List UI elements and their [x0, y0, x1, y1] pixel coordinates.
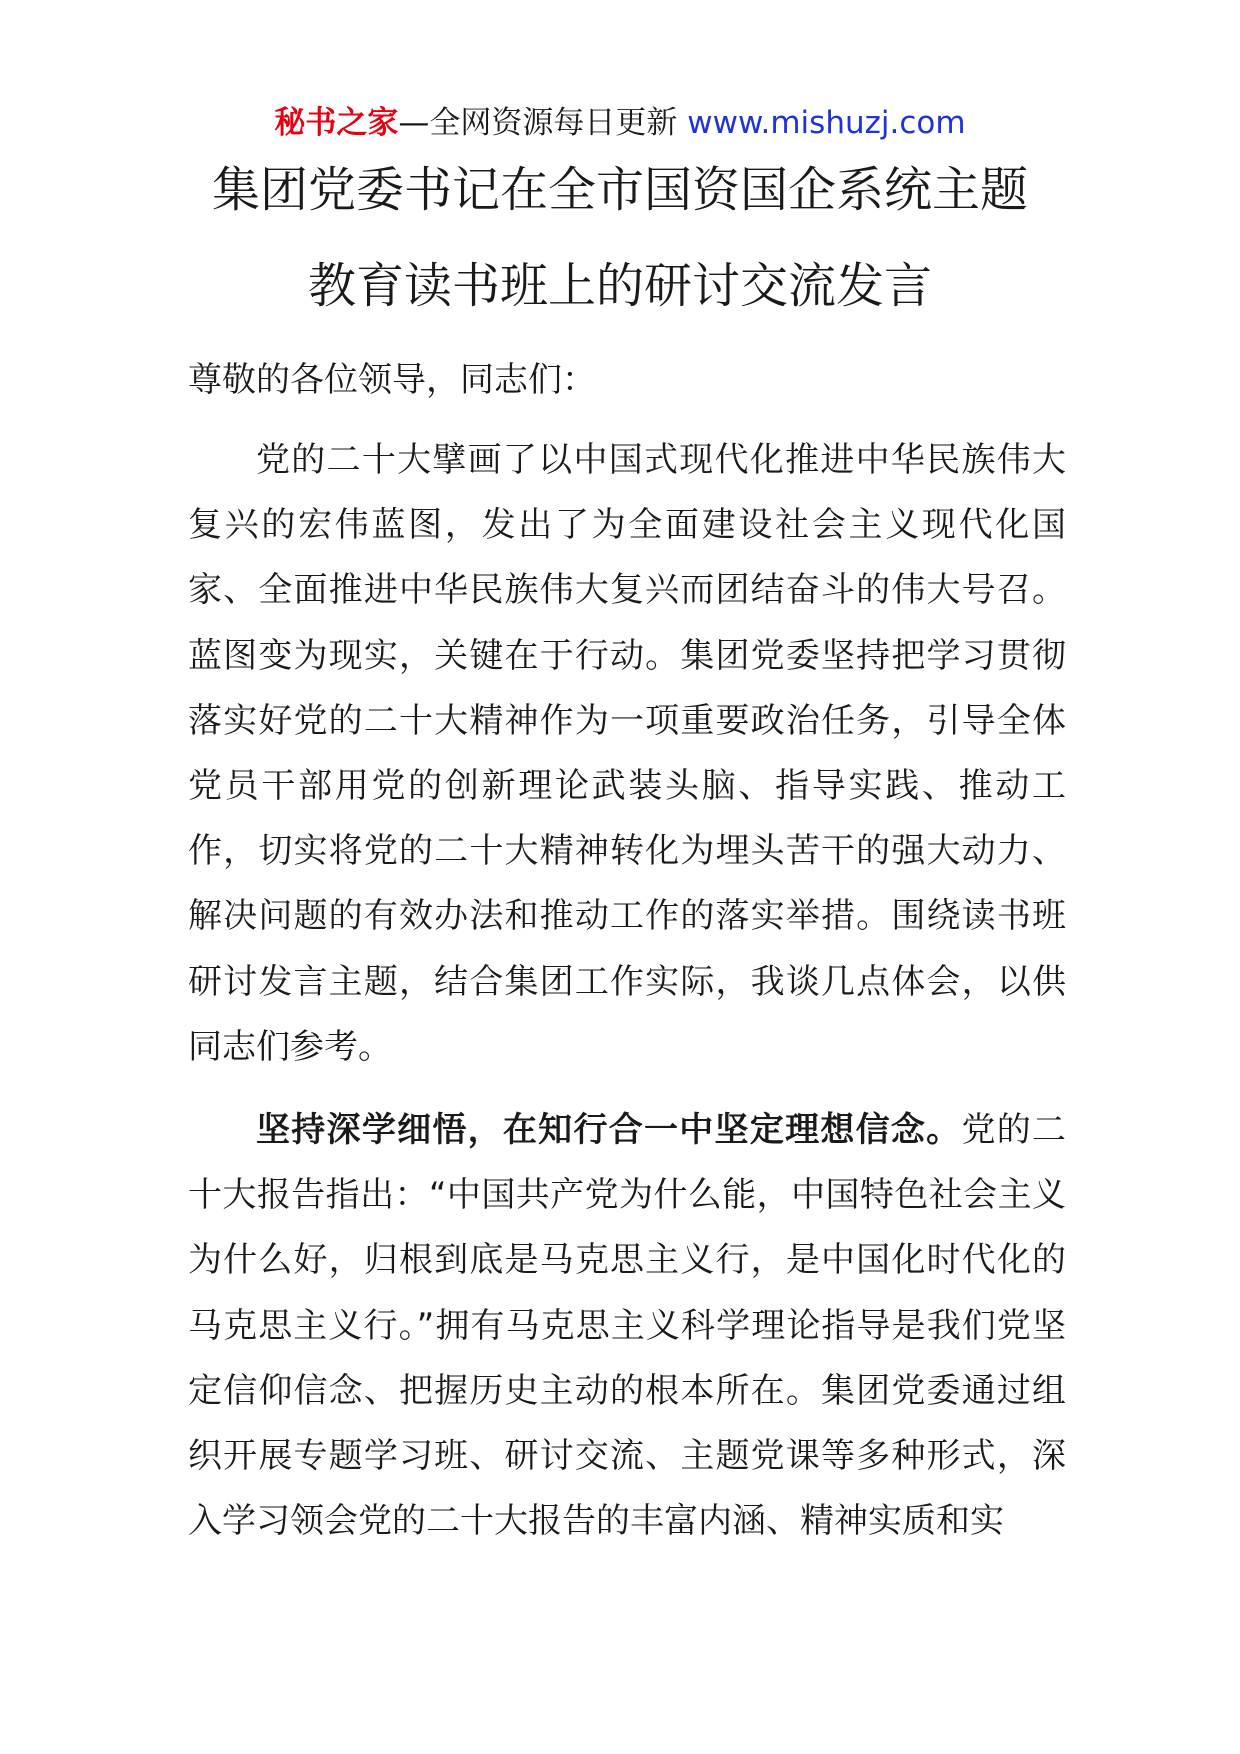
paragraph-section-1	[188, 1098, 1066, 1554]
brand-name: 秘书之家	[274, 105, 399, 141]
header-slogan: —全网资源每日更新	[398, 105, 688, 141]
paragraph-intro: 党的二十大擘画了以中国式现代化推进中华民族伟大复兴的宏伟蓝图，发出了为全面建设社会主义现代化国家、全面推进中华民族伟大复兴而团结奋斗的伟大号召。蓝图变为现实，关键在于行动。集团党委坚持把学习贯彻落实好党的二十大精神作为一项重要政治任务，引导全体党员干部用党的创新理论武装头脑、指导实践、推动工作，切实将党的二十大精神转化为埋头苦干的强大动力、解决问题的有效办法和推动工作的落实举措。围绕读书班研讨发言主题，结合集团工作实际，我谈几点体会，以供同志们参考。	[188, 440, 1066, 1067]
site-url-link[interactable]: www.mishuzj.com	[687, 105, 966, 141]
document-title-line-2: 教育读书班上的研讨交流发言	[307, 258, 932, 314]
salutation: 尊敬的各位领导，同志们：	[188, 360, 596, 400]
document-title-line-1: 集团党委书记在全市国资国企系统主题	[211, 162, 1028, 218]
section-heading: 坚持深学细悟，在知行合一中坚定理想信念。	[256, 1110, 962, 1150]
site-header	[0, 100, 1240, 146]
section-body: 党的二十大报告指出：“中国共产党为什么能，中国特色社会主义为什么好，归根到底是马克思主义行，是中国化时代化的马克思主义行。”拥有马克思主义科学理论指导是我们党坚定信仰信念、把握历史主动的根本所在。集团党委通过组织开展专题学习班、研讨交流、主题党课等多种形式，深入学习领会党的二十大报告的丰富内涵、精神实质和实	[188, 1110, 1066, 1542]
